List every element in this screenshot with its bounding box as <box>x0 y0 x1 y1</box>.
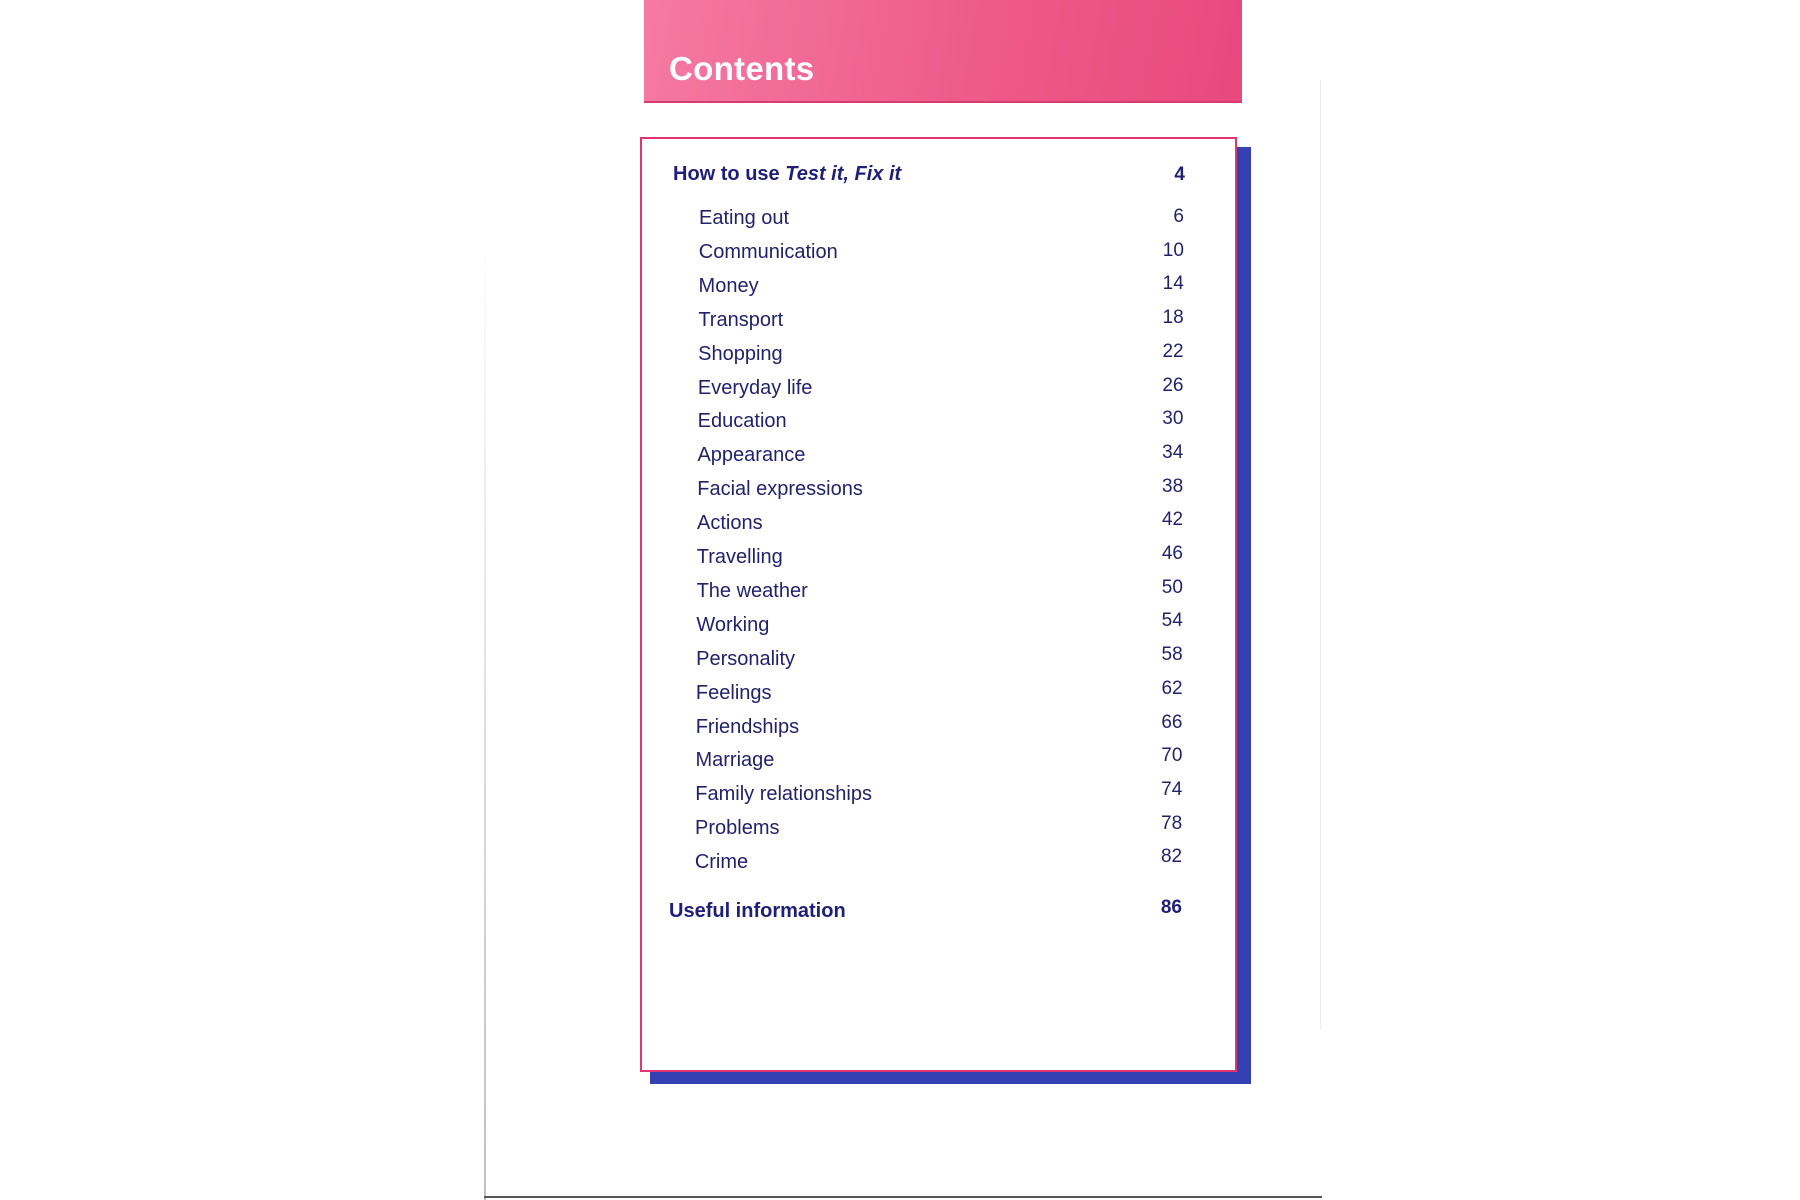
toc-entry-page: 62 <box>1161 677 1183 699</box>
toc-entry-page: 66 <box>1161 711 1183 733</box>
toc-entry-label: Feelings <box>695 681 772 704</box>
toc-entry-page: 78 <box>1161 812 1183 834</box>
toc-entry-page: 82 <box>1160 846 1183 868</box>
toc-intro-label <box>673 163 901 186</box>
toc-entry-page: 50 <box>1161 576 1183 598</box>
toc-entry-label: The weather <box>696 579 808 602</box>
contents-banner <box>644 0 1242 103</box>
toc-entry-page: 38 <box>1162 475 1184 497</box>
toc-entry-page: 30 <box>1162 408 1184 430</box>
toc-entry-page: 10 <box>1162 239 1184 261</box>
toc-entry-label: Communication <box>698 240 838 263</box>
toc-entry-label: Transport <box>698 308 784 331</box>
toc-entry-page: 54 <box>1161 610 1183 632</box>
toc-outro-page: 86 <box>1160 897 1182 918</box>
page-edge-bottom <box>484 1196 1322 1198</box>
toc-entry-label: Appearance <box>697 444 806 467</box>
toc-entry-label: Facial expressions <box>697 478 863 501</box>
toc-entry-label: Marriage <box>695 749 775 772</box>
toc-entry-page: 42 <box>1161 509 1184 531</box>
toc-entry-label: Travelling <box>696 546 783 568</box>
page-title: Contents <box>669 50 815 87</box>
toc-entry-page: 46 <box>1161 543 1183 564</box>
toc-entry-label: Friendships <box>695 715 800 738</box>
toc-entry-label: Family relationships <box>695 783 872 806</box>
toc-entry-label: Problems <box>695 817 780 840</box>
page-edge-left <box>484 230 486 1200</box>
toc-entry-page: 26 <box>1162 374 1184 396</box>
page-edge-right <box>1320 80 1321 1030</box>
toc-entry-label: Education <box>697 410 787 433</box>
toc-entry-page: 34 <box>1162 441 1184 463</box>
toc-intro-page: 4 <box>1174 164 1185 185</box>
toc-entry-page: 6 <box>1173 206 1184 227</box>
toc-entry-page: 22 <box>1162 340 1184 362</box>
toc-entry-label: Crime <box>694 851 749 874</box>
toc-entry-label: Shopping <box>698 342 783 365</box>
toc-entry-page: 18 <box>1162 307 1184 329</box>
toc-intro-book-title: Test it, Fix it <box>785 163 902 185</box>
toc-entry-label: Eating out <box>699 207 790 229</box>
toc-entry-page: 14 <box>1162 273 1184 295</box>
toc-outro-label: Useful information <box>669 900 846 922</box>
toc-entry-label: Everyday life <box>697 376 813 399</box>
toc-entry-label: Working <box>696 613 770 636</box>
toc-entry-label: Personality <box>696 647 796 670</box>
toc-entry-label: Actions <box>697 512 763 535</box>
toc-entry-page: 58 <box>1161 644 1183 666</box>
toc-entry-page: 70 <box>1161 745 1183 767</box>
toc-intro-prefix: How to use <box>673 163 786 185</box>
toc-entry-page: 74 <box>1161 778 1183 800</box>
toc-entry-label: Money <box>698 274 759 297</box>
